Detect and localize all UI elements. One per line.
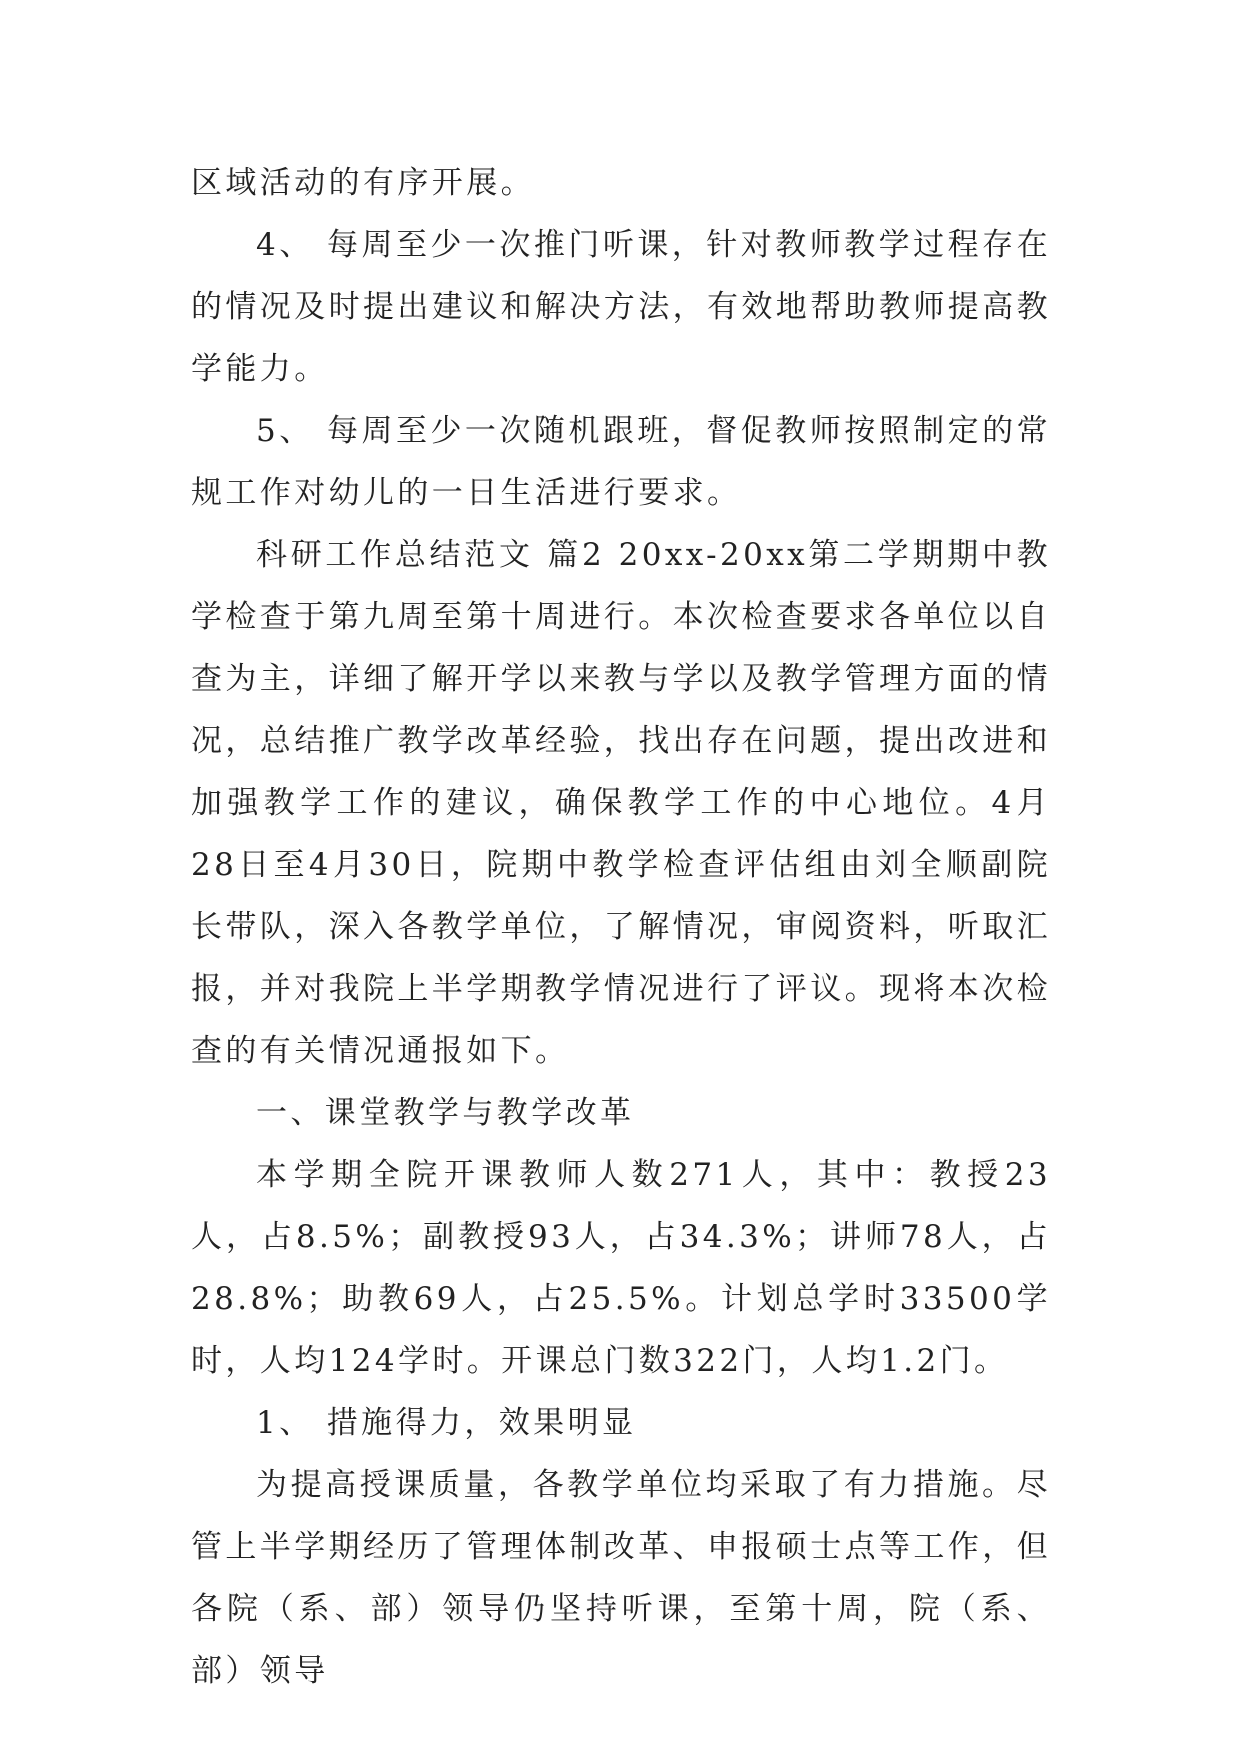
document-body — [191, 152, 1051, 1702]
paragraph: 区域活动的有序开展。 — [191, 165, 535, 201]
paragraph: 5、 每周至少一次随机跟班，督促教师按照制定的常规工作对幼儿的一日生活进行要求。 — [191, 413, 1051, 511]
paragraph: 为提高授课质量，各教学单位均采取了有力措施。尽管上半学期经历了管理体制改革、申报硕士点等工作，但各院（系、部）领导仍坚持听课，至第十周，院（系、部）领导 — [191, 1467, 1051, 1689]
subsection-heading: 1、 措施得力，效果明显 — [256, 1405, 637, 1441]
section-heading: 一、课堂教学与教学改革 — [256, 1095, 635, 1131]
paragraph: 本学期全院开课教师人数271人，其中：教授23人，占8.5%；副教授93人，占34.3%；讲师78人，占28.8%；助教69人，占25.5%。计划总学时33500学时，人均124学时。开课总门数322门，人均1.2门。 — [191, 1157, 1051, 1379]
paragraph: 4、 每周至少一次推门听课，针对教师教学过程存在的情况及时提出建议和解决方法，有效地帮助教师提高教学能力。 — [191, 227, 1051, 387]
paragraph: 科研工作总结范文 篇2 20xx-20xx第二学期期中教学检查于第九周至第十周进行。本次检查要求各单位以自查为主，详细了解开学以来教与学以及教学管理方面的情况，总结推广教学改革经验，找出存在问题，提出改进和加强教学工作的建议，确保教学工作的中心地位。4月28日至4月30日，院期中教学检查评估组由刘全顺副院长带队，深入各教学单位，了解情况，审阅资料，听取汇报，并对我院上半学期教学情况进行了评议。现将本次检查的有关情况通报如下。 — [191, 537, 1051, 1069]
